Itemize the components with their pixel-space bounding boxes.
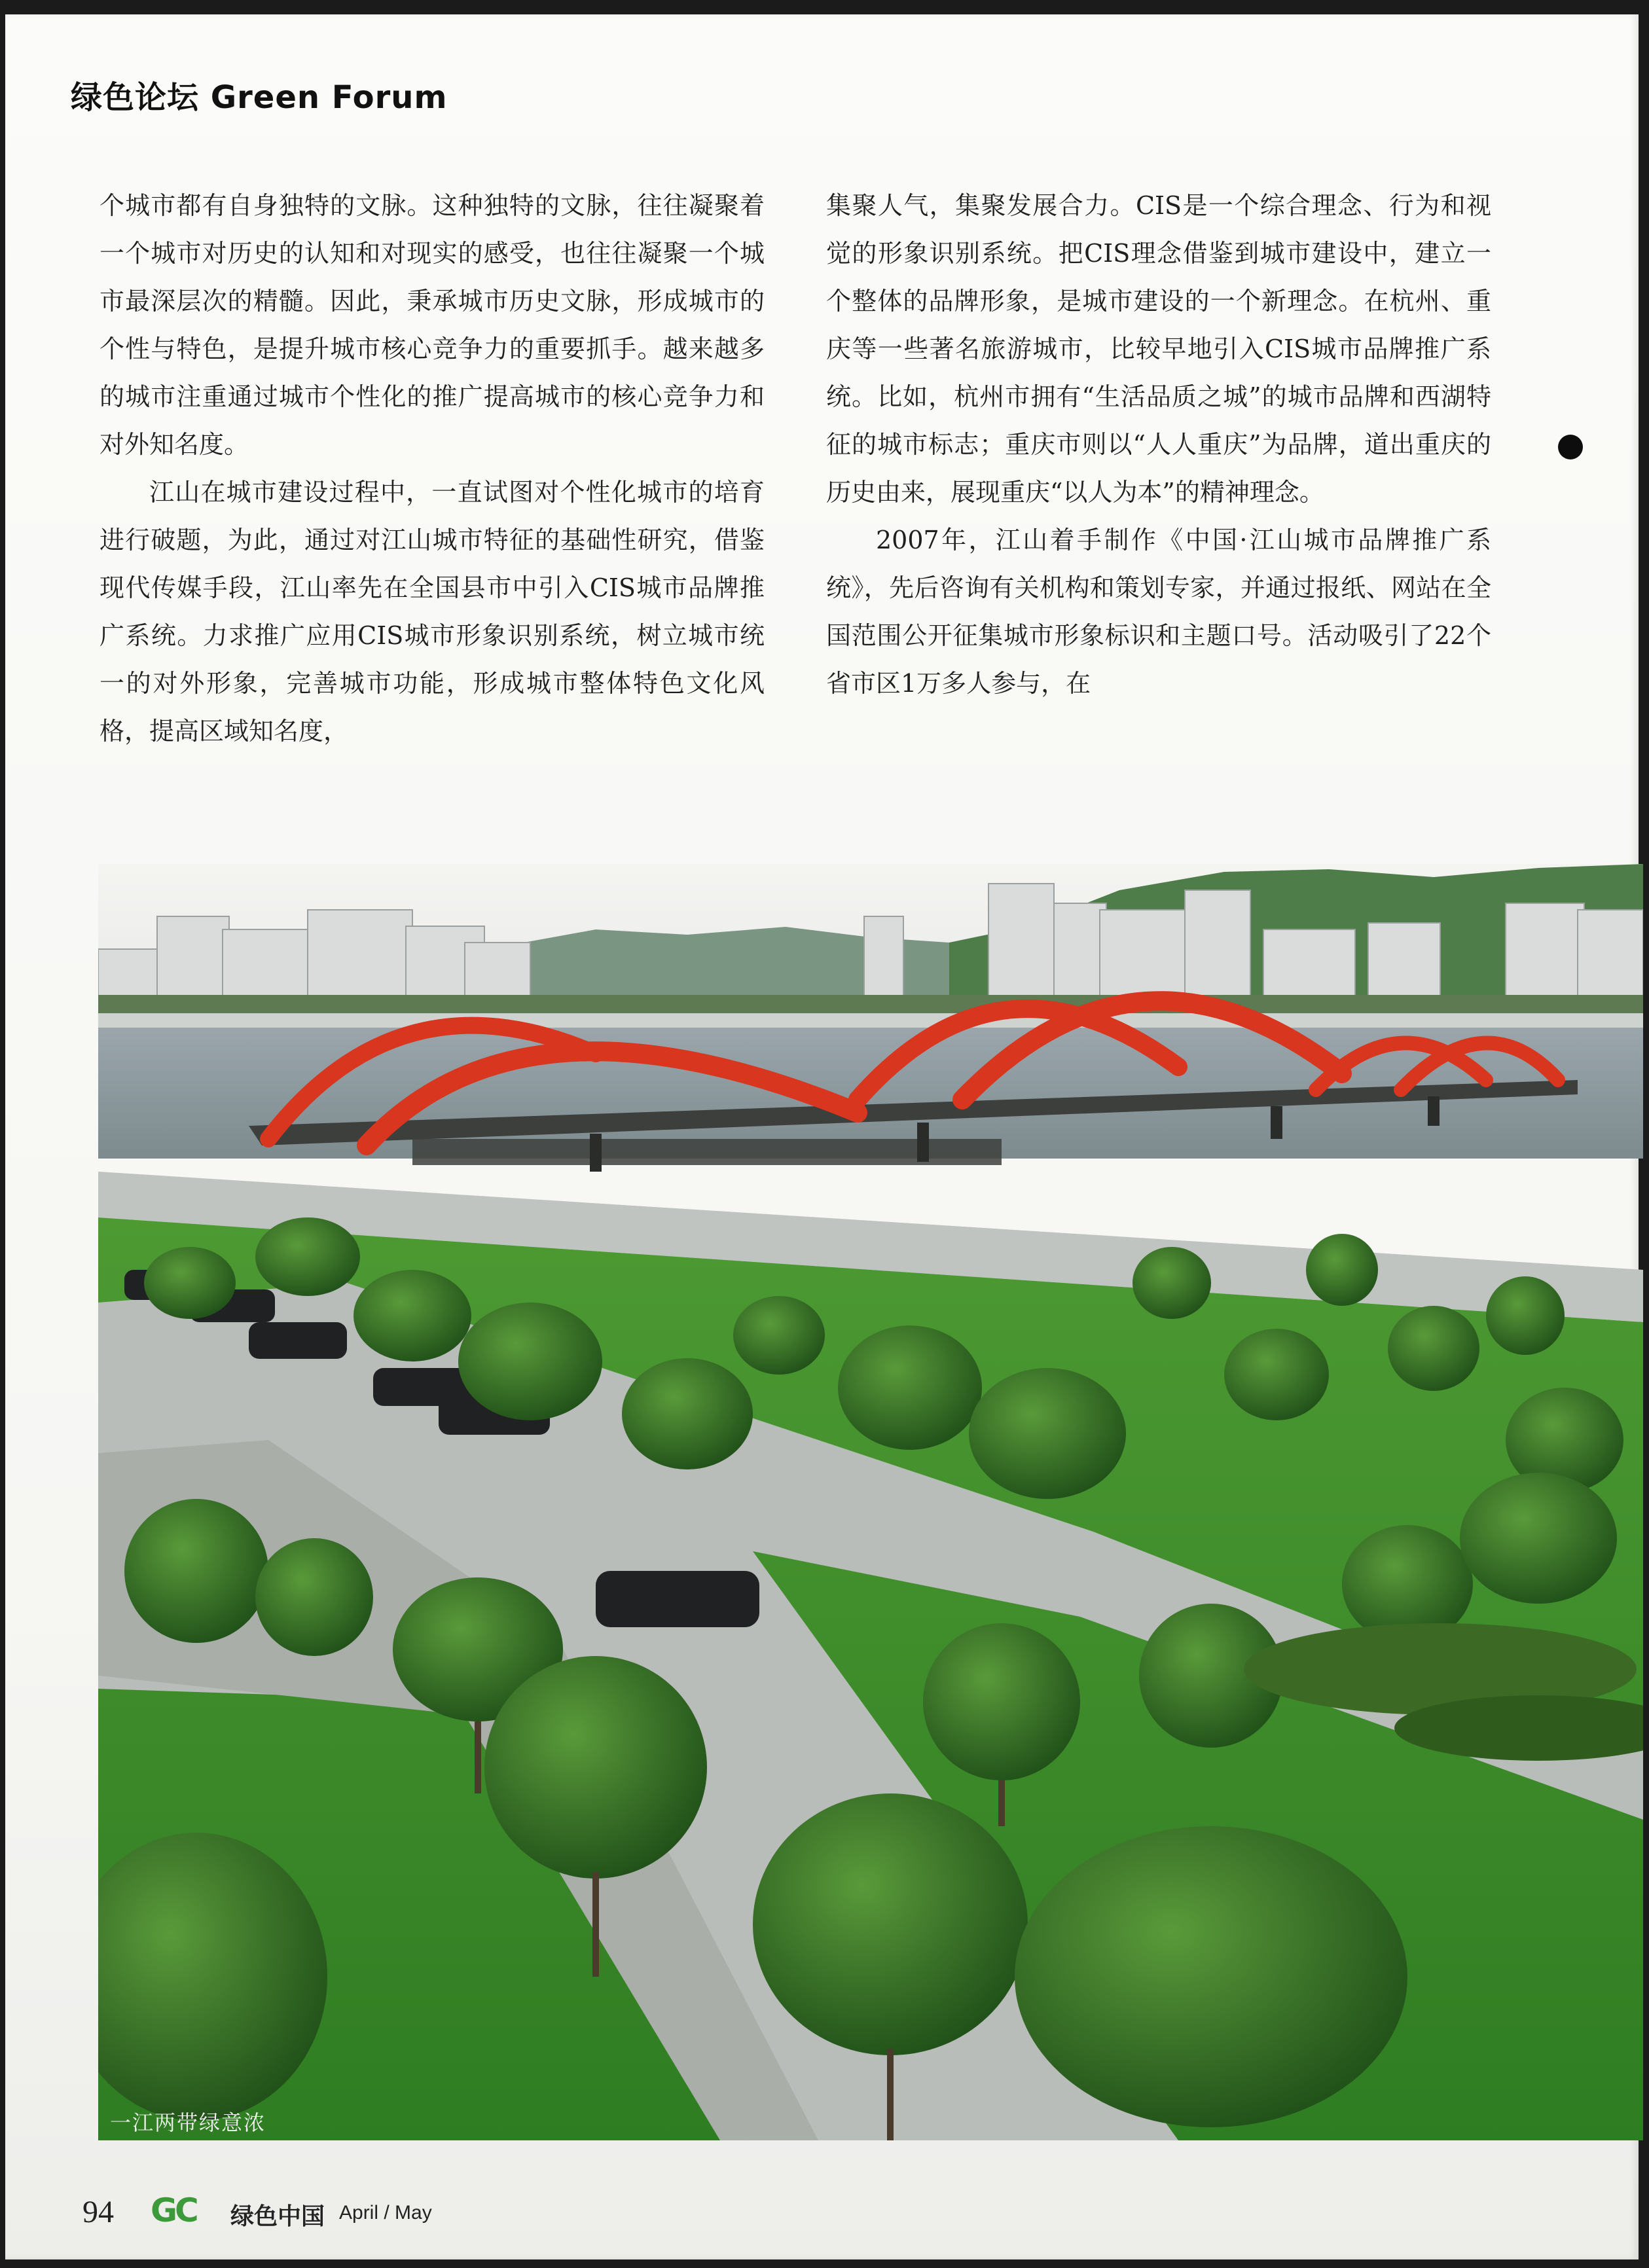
binder-hole: [1558, 435, 1583, 459]
issue-date: April / May: [339, 2202, 432, 2223]
magazine-name: 绿色中国: [230, 2203, 325, 2230]
article-column-left: [100, 182, 765, 755]
article-column-right: [826, 182, 1491, 708]
river-bridge-photo: [98, 864, 1643, 2140]
paragraph: 集聚人气，集聚发展合力。CIS是一个综合理念、行为和视觉的形象识别系统。把CIS理念借鉴到城市建设中，建立一个整体的品牌形象，是城市建设的一个新理念。在杭州、重庆等一些著名旅游城市，比较早地引入CIS城市品牌推广系统。比如，杭州市拥有“生活品质之城”的城市品牌和西湖特征的城市标志；重庆市则以“人人重庆”为品牌，道出重庆的历史由来，展现重庆“以人为本”的精神理念。: [826, 191, 1491, 507]
page-number: 94: [82, 2195, 114, 2229]
paragraph: 2007年，江山着手制作《中国·江山城市品牌推广系统》，先后咨询有关机构和策划专家，并通过报纸、网站在全国范围公开征集城市形象标识和主题口号。活动吸引了22个省市区1万多人参与，在: [826, 526, 1491, 698]
paragraph: 江山在城市建设过程中，一直试图对个性化城市的培育进行破题，为此，通过对江山城市特征的基础性研究，借鉴现代传媒手段，江山率先在全国县市中引入CIS城市品牌推广系统。力求推广应用CIS城市形象识别系统，树立城市统一的对外形象，完善城市功能，形成城市整体特色文化风格，提高区域知名度，: [100, 478, 765, 746]
section-label: 绿色论坛 Green Forum: [71, 79, 448, 116]
paragraph: 个城市都有自身独特的文脉。这种独特的文脉，往往凝聚着一个城市对历史的认知和对现实的感受，也往往凝聚一个城市最深层次的精髓。因此，秉承城市历史文脉，形成城市的个性与特色，是提升城市核心竞争力的重要抓手。越来越多的城市注重通过城市个性化的推广提高城市的核心竞争力和对外知名度。: [100, 191, 765, 459]
photo-caption: 一江两带绿意浓: [110, 2110, 266, 2135]
magazine-logo: GC: [151, 2191, 196, 2229]
